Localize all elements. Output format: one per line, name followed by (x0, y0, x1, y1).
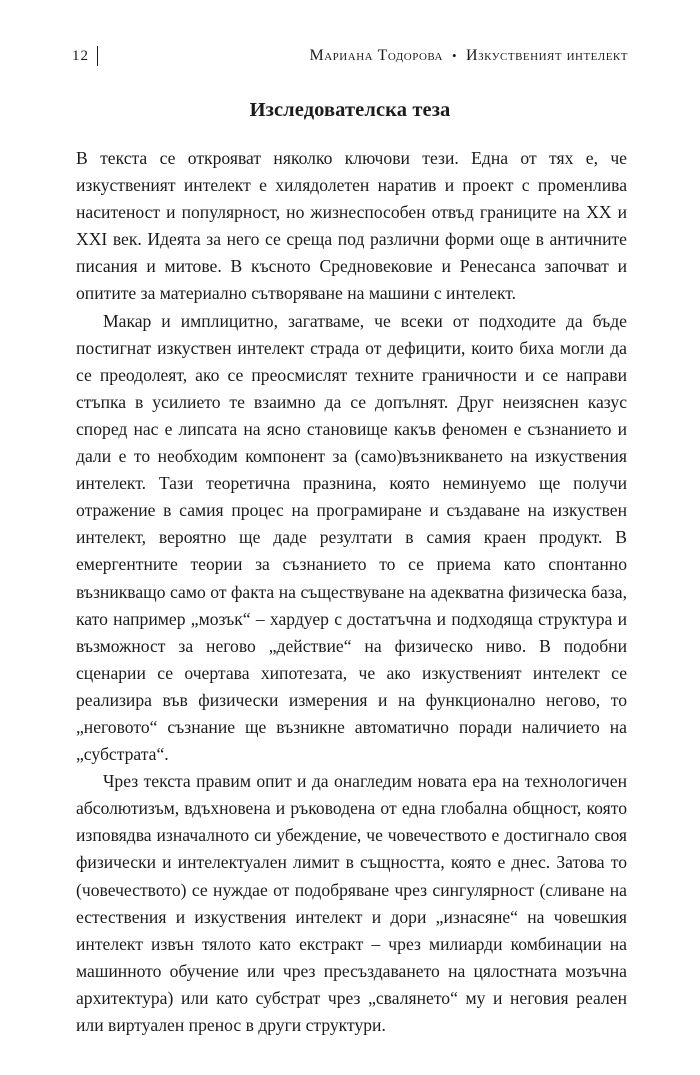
paragraph-1: В текста се открояват няколко ключови тези. Една от тях е, че изкуственият интелект е хилядолетен наратив и проект с променлива наситеност и популярност, но жизнеспособен отвъд границите на XX и XXI век. Идеята за него се среща под различни форми още в античните писания и митове. В късното Средновековие и Ренесанса започват и опитите за материално сътворяване на машини с интелект. (76, 148, 627, 304)
page-number: 12 (72, 47, 89, 64)
running-title (310, 47, 628, 65)
section-title: Изследователска теза (249, 99, 451, 121)
paragraph-2: Макар и имплицитно, загатваме, че всеки от подходите да бъде постигнат изкуствен интелект страда от дефицити, които биха могли да се преодолеят, ако се преосмислят техните граничности и се направи стъпка в усилието те взаимно да се допълнят. Друг неизяснен казус според нас е липсата на ясно становище какъв феномен е съзнанието и дали е то необходим компонент за (само)възникването на изкуствения интелект. Тази теоретична празнина, която неминуемо ще получи отражение в самия процес на програмиране и създаване на изкуствен интелект, вероятно ще даде резултати в самия краен продукт. В емергентните теории за съзнанието то се приема като спонтанно възникващо само от факта на съществуване на адекватна физическа база, като например „мозък“ – хардуер с достатъчна и подходяща структура и възможност за негово „действие“ на физическо ниво. В подобни сценарии се очертава хипотезата, че ако изкуственият интелект се реализира във физически измерения и на функционално негово, то „неговото“ съзнание ще възникне автоматично поради наличието на „субстрата“. (76, 310, 627, 765)
body-text (76, 145, 627, 1039)
header-divider (97, 46, 98, 66)
page-number-group (72, 46, 98, 66)
paragraph-3: Чрез текста правим опит и да онагледим новата ера на технологичен абсолютизъм, вдъхновена и ръководена от една глобална общност, която изповядва изначалното си убеждение, че човечеството е достигнало своя физически и интелектуален лимит в същността, която е днес. Затова то (човечеството) се нуждае от подобряване чрез сингулярност (сливане на естествения и изкуствения интелект и дори „изнасяне“ на човешкия интелект извън тялото като екстракт – чрез милиарди комбинации на машинното обучение или чрез пресъздаването на цялостната мозъчна архитектура) или като субстрат чрез „свалянето“ му и неговия реален или виртуален пренос в други структури. (76, 771, 627, 1035)
author-name: Мариана Тодорова (309, 47, 443, 64)
book-title: Изкуственият интелект (466, 47, 628, 64)
running-header (72, 44, 628, 68)
bullet-separator: • (451, 48, 458, 63)
